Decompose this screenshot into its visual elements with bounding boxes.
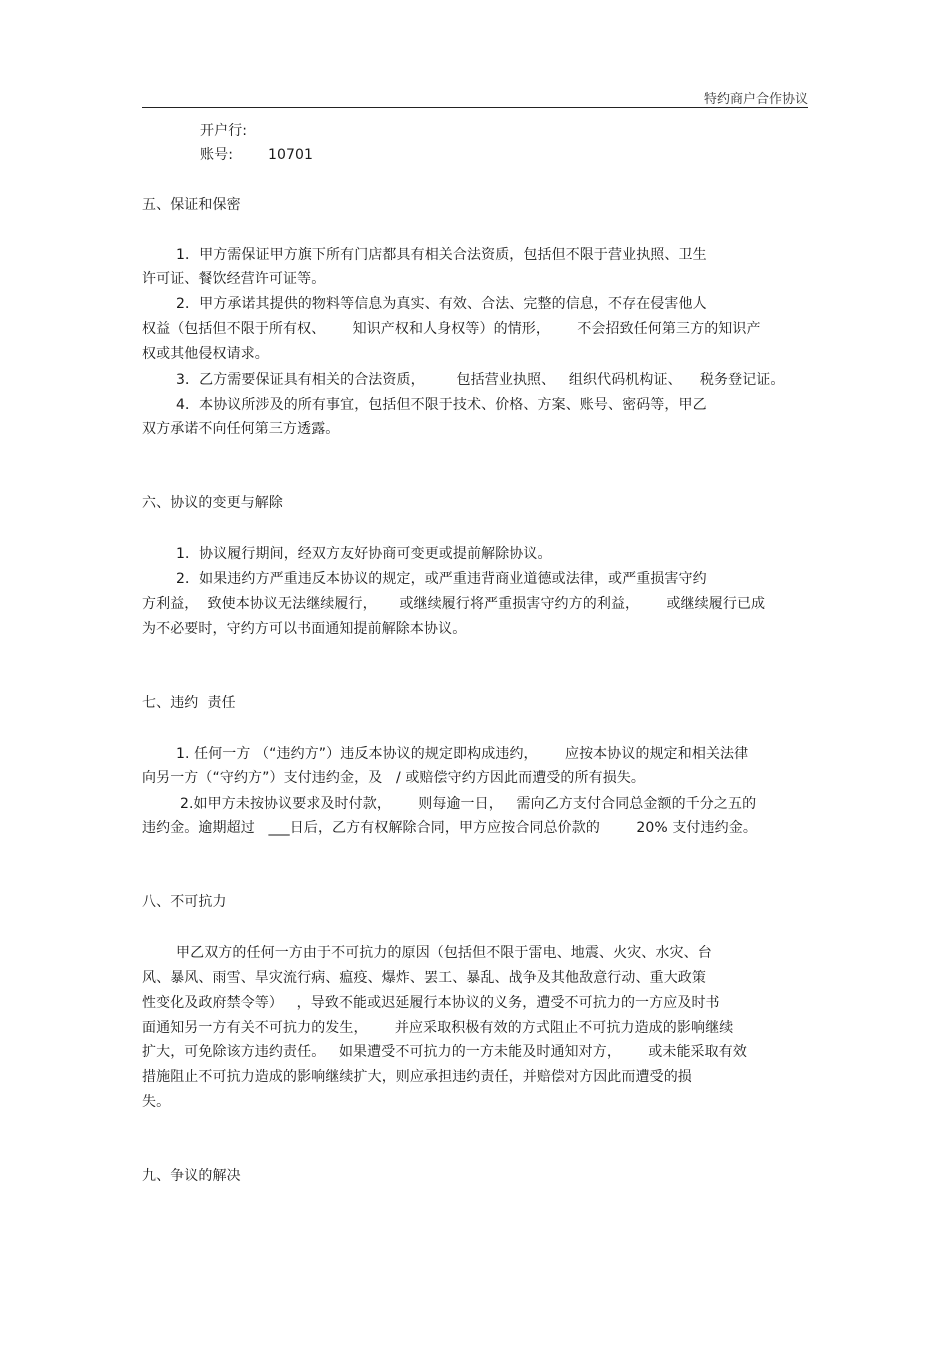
section6-line: 2．如果违约方严重违反本协议的规定，或严重违背商业道德或法律，或严重损害守约 xyxy=(176,571,707,587)
bank-branch-label: 开户行: xyxy=(200,123,248,139)
section5-line: 许可证、餐饮经营许可证等。 xyxy=(142,271,326,287)
section6-heading: 六、协议的变更与解除 xyxy=(142,495,283,511)
section5-line: 权益（包括但不限于所有权、 知识产权和人身权等）的情形， 不会招致任何第三方的知识产 xyxy=(142,321,761,337)
section8-line: 扩大，可免除该方违约责任。 如果遭受不可抗力的一方未能及时通知对方， 或未能采取有效 xyxy=(142,1044,747,1060)
section7-line: 违约金。逾期超过 ___日后，乙方有权解除合同，甲方应按合同总价款的 20% 支付违约金。 xyxy=(142,820,757,836)
section8-line: 面通知另一方有关不可抗力的发生， 并应采取积极有效的方式阻止不可抗力造成的影响继续 xyxy=(142,1020,734,1036)
account-value: 10701 xyxy=(268,147,314,163)
section8-line: 失。 xyxy=(142,1094,171,1110)
section8-heading: 八、不可抗力 xyxy=(142,894,227,910)
account-label: 账号: xyxy=(200,147,234,163)
section8-line: 性变化及政府禁令等） ，导致不能或迟延履行本协议的义务，遭受不可抗力的一方应及时书 xyxy=(142,995,720,1011)
section8-line: 风、暴风、雨雪、旱灾流行病、瘟疫、爆炸、罢工、暴乱、战争及其他敌意行动、重大政策 xyxy=(142,970,706,986)
page-header-title: 特约商户合作协议 xyxy=(703,92,808,107)
header-divider xyxy=(142,107,808,108)
section5-heading: 五、保证和保密 xyxy=(142,197,241,213)
section5-line: 权或其他侵权请求。 xyxy=(142,346,269,362)
section6-line: 为不必要时，守约方可以书面通知提前解除本协议。 xyxy=(142,621,467,637)
section5-line: 1．甲方需保证甲方旗下所有门店都具有相关合法资质，包括但不限于营业执照、卫生 xyxy=(176,247,707,263)
section8-line: 甲乙双方的任何一方由于不可抗力的原因（包括但不限于雷电、地震、火灾、水灾、台 xyxy=(176,945,712,961)
section5-line: 双方承诺不向任何第三方透露。 xyxy=(142,421,340,437)
section8-line: 措施阻止不可抗力造成的影响继续扩大，则应承担违约责任，并赔偿对方因此而遭受的损 xyxy=(142,1069,692,1085)
section7-line: 1. 任何一方 （“违约方”）违反本协议的规定即构成违约， 应按本协议的规定和相关法律 xyxy=(176,746,749,762)
section7-line: 向另一方（“守约方”）支付违约金，及 / 或赔偿守约方因此而遭受的所有损失。 xyxy=(142,770,646,786)
section5-line: 4．本协议所涉及的所有事宜，包括但不限于技术、价格、方案、账号、密码等，甲乙 xyxy=(176,397,707,413)
section6-line: 方利益， 致使本协议无法继续履行， 或继续履行将严重损害守约方的利益， 或继续履行已成 xyxy=(142,596,766,612)
section5-line: 3．乙方需要保证具有相关的合法资质， 包括营业执照、 组织代码机构证、 税务登记证。 xyxy=(176,372,785,388)
section5-line: 2．甲方承诺其提供的物料等信息为真实、有效、合法、完整的信息，不存在侵害他人 xyxy=(176,296,707,312)
section7-line: 2.如甲方未按协议要求及时付款， 则每逾一日， 需向乙方支付合同总金额的千分之五的 xyxy=(180,796,757,812)
section7-heading: 七、违约 责任 xyxy=(142,695,236,711)
section6-line: 1．协议履行期间，经双方友好协商可变更或提前解除协议。 xyxy=(176,546,552,562)
section9-heading: 九、争议的解决 xyxy=(142,1168,241,1184)
